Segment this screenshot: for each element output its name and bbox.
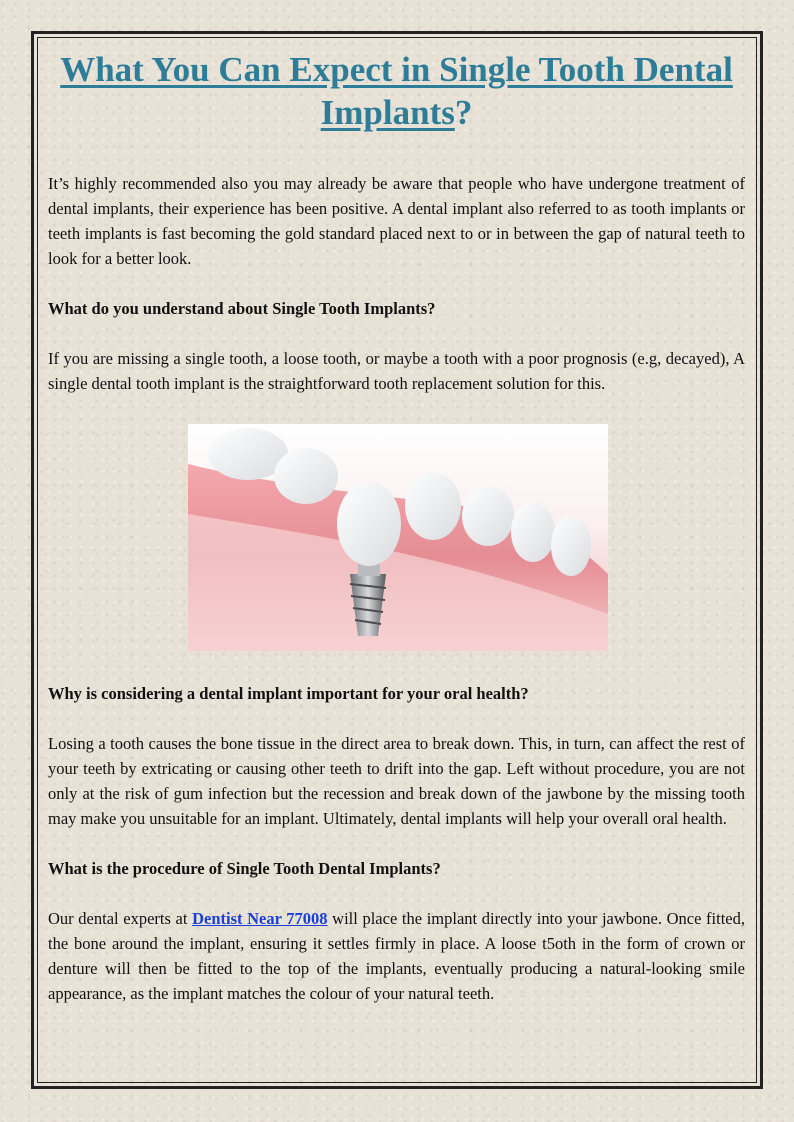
article bbox=[48, 48, 745, 1006]
section1-heading: What do you understand about Single Tooth Implants? bbox=[48, 299, 436, 318]
intro-paragraph: It’s highly recommended also you may already be aware that people who have undergone treatment of dental implants, their experience has been positive. A dental implant also referred to as tooth implants or teeth implants is fast becoming the gold standard placed next to or in between the gap of natural teeth to look for a better look. bbox=[48, 174, 745, 268]
section1-body: If you are missing a single tooth, a loose tooth, or maybe a tooth with a poor prognosis (e.g, decayed), A single dental tooth implant is the straightforward tooth replacement solution for this. bbox=[48, 349, 745, 393]
dental-implant-illustration-icon bbox=[188, 424, 608, 651]
section3-body bbox=[48, 906, 745, 1006]
section3-text-before: Our dental experts at bbox=[48, 909, 193, 928]
dental-implant-image bbox=[188, 424, 608, 651]
section2-heading: Why is considering a dental implant important for your oral health? bbox=[48, 684, 529, 703]
section3-heading: What is the procedure of Single Tooth Dental Implants? bbox=[48, 859, 441, 878]
page-title bbox=[48, 48, 745, 134]
title-link[interactable]: What You Can Expect in Single Tooth Dental Implants bbox=[60, 50, 733, 132]
section3-text-after: will place the implant directly into your jawbone. Once fitted, the bone around the implant, ensuring it settles firmly in place. A loose t5oth in the form of crown or denture will then be fitted to the top of the implants, eventually producing a natural-looking smile appearance, as the implant matches the colour of your natural teeth. bbox=[48, 909, 745, 1003]
title-suffix: ? bbox=[454, 93, 473, 132]
dentist-near-77008-link[interactable]: Dentist Near 77008 bbox=[192, 909, 328, 928]
section2-body: Losing a tooth causes the bone tissue in the direct area to break down. This, in turn, can affect the rest of your teeth by extricating or causing other teeth to drift into the gap. Left without procedure, you are not only at the risk of gum infection but the recession and break down of the jawbone by the missing tooth may make you unsuitable for an implant. Ultimately, dental implants will help your overall oral health. bbox=[48, 734, 745, 828]
